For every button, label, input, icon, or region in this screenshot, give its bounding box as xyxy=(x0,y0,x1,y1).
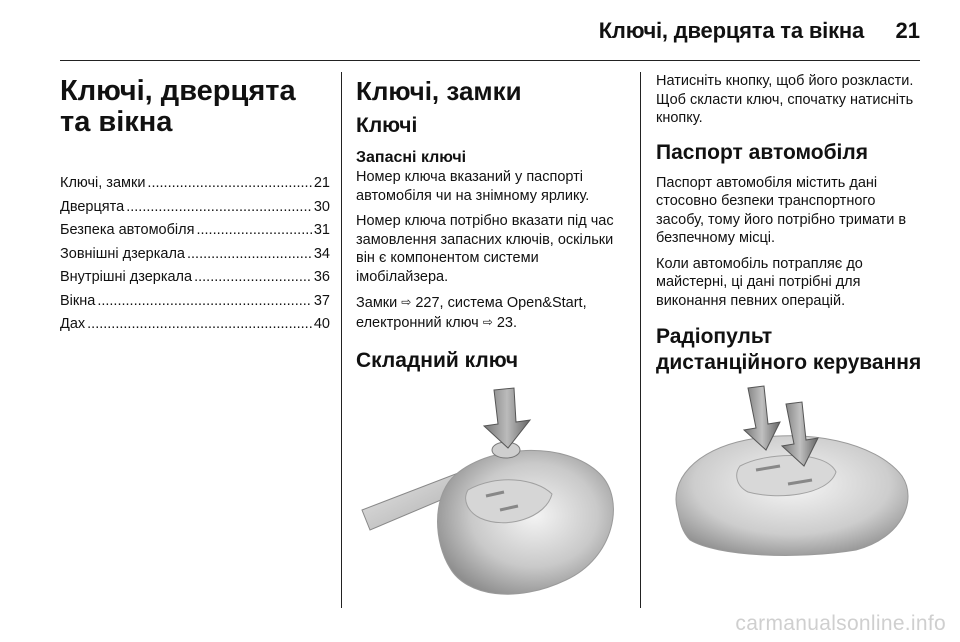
toc-page: 40 xyxy=(313,316,330,332)
folding-key-illustration xyxy=(356,382,620,604)
table-of-contents xyxy=(60,172,330,337)
column-divider-2 xyxy=(640,72,641,608)
spare-keys-paragraph-3 xyxy=(356,293,626,332)
toc-leader xyxy=(97,290,312,314)
remote-control-drawing xyxy=(656,380,918,558)
toc-label: Безпека автомобіля xyxy=(60,222,195,238)
toc-page: 30 xyxy=(313,198,330,215)
ref-text-page: 23. xyxy=(496,314,518,331)
chapter-title: Ключі, дверцята та вікна xyxy=(60,75,296,138)
toc-entry[interactable] xyxy=(60,290,330,314)
spare-keys-paragraph-1: Номер ключа вказаний у паспорті автомобіля чи на знімному ярлику. xyxy=(356,169,590,204)
column-divider-1 xyxy=(341,72,342,608)
folding-key-heading: Складний ключ xyxy=(356,349,519,372)
passport-paragraph-1: Паспорт автомобіля містить дані стосовно безпеки транспортного засобу, тому його потрібно тримати в безпечному місці. xyxy=(656,174,907,246)
running-header-title: Ключі, дверцята та вікна xyxy=(598,18,864,43)
ref-text-system: 227, система Open&Start, електронний ключ xyxy=(356,295,587,331)
toc-label: Дах xyxy=(60,316,86,332)
section-title: Ключі, замки xyxy=(356,76,522,106)
toc-entry[interactable] xyxy=(60,219,330,243)
key-fob-body xyxy=(438,450,614,594)
remote-heading-line-2: дистанційного керування xyxy=(656,351,922,374)
toc-leader xyxy=(87,313,312,337)
watermark: carmanualsonline.info xyxy=(735,612,946,635)
fold-instructions: Натисніть кнопку, щоб його розкласти. Щоб скласти ключ, спочатку натисніть кнопку. xyxy=(656,73,914,126)
toc-leader xyxy=(187,243,312,267)
header-rule xyxy=(60,60,920,61)
spare-keys-paragraph-2: Номер ключа потрібно вказати під час замовлення запасних ключів, оскільки він є компонентом системи імобілайзера. xyxy=(356,213,614,285)
toc-label: Внутрішні дзеркала xyxy=(60,269,193,285)
toc-page: 36 xyxy=(313,269,330,285)
toc-entry[interactable] xyxy=(60,196,330,220)
section-subtitle: Ключі xyxy=(356,114,418,137)
remote-control-heading xyxy=(656,324,926,376)
folding-key-drawing xyxy=(356,382,620,604)
toc-page: 21 xyxy=(313,175,330,191)
ref-text-locks: Замки xyxy=(356,295,398,311)
toc-page: 31 xyxy=(313,222,330,238)
section-column xyxy=(356,72,626,604)
passport-paragraph-2: Коли автомобіль потрапляє до майстерні, ці дані потрібні для виконання певних операцій. xyxy=(656,255,863,309)
toc-page: 37 xyxy=(313,292,330,309)
passport-heading: Паспорт автомобіля xyxy=(656,140,868,164)
remote-control-illustration xyxy=(656,380,918,558)
spare-keys-heading: Запасні ключі xyxy=(356,149,467,166)
toc-leader xyxy=(194,266,312,290)
toc-label: Дверцята xyxy=(60,198,125,215)
toc-label: Зовнішні дзеркала xyxy=(60,245,185,262)
toc-leader xyxy=(147,172,311,196)
toc-label: Ключі, замки xyxy=(60,175,146,191)
toc-label: Вікна xyxy=(60,292,96,309)
press-arrow-icon xyxy=(484,388,530,448)
toc-entry[interactable] xyxy=(60,266,330,290)
toc-page: 34 xyxy=(313,245,330,262)
page-reference-icon: ⇨ xyxy=(482,314,493,329)
toc-leader xyxy=(196,219,311,243)
page-number: 21 xyxy=(895,18,920,43)
toc-entry[interactable] xyxy=(60,313,330,337)
toc-entry[interactable] xyxy=(60,172,330,196)
toc-leader xyxy=(126,196,312,220)
toc-entry[interactable] xyxy=(60,243,330,267)
right-column xyxy=(656,72,926,558)
remote-heading-line-1: Радіопульт xyxy=(656,325,773,348)
chapter-column xyxy=(60,72,330,337)
page-reference-icon: ⇨ xyxy=(401,295,412,309)
